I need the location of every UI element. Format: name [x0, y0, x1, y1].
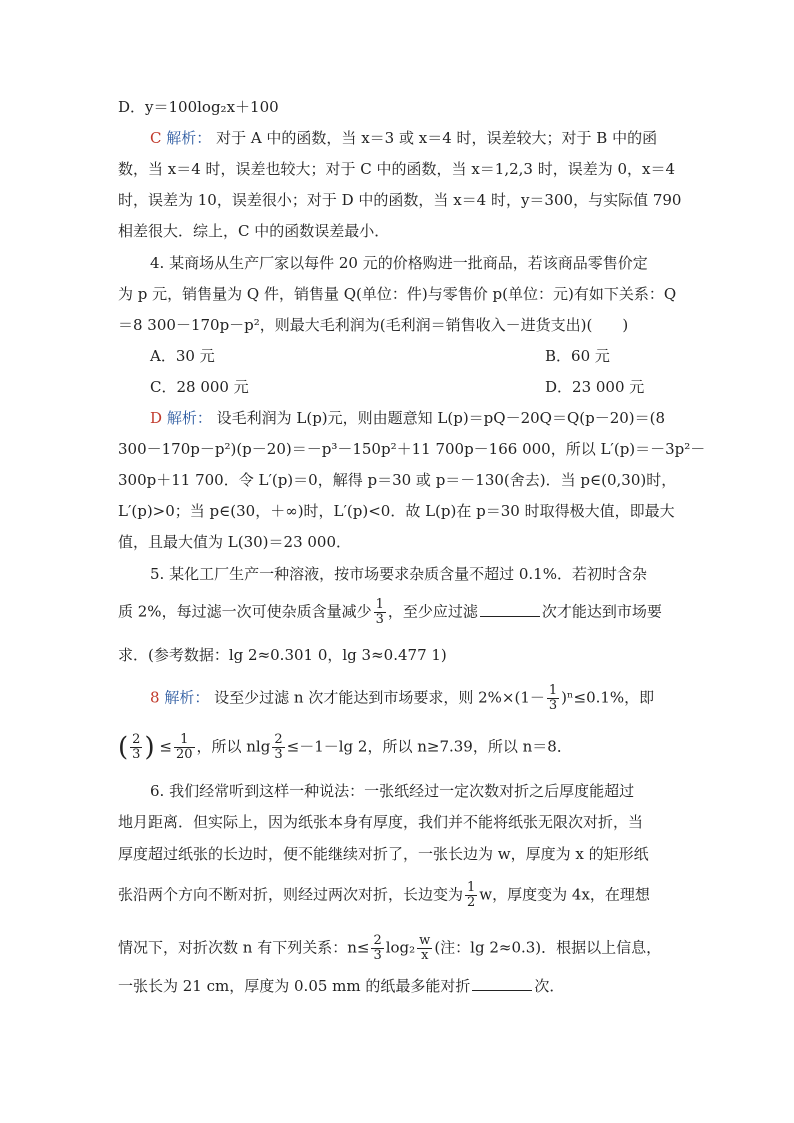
question-5-line-2: 质 2%，每过滤一次可使杂质含量减少 $\frac{1}{3}$ ，至少应过滤 次才能达到市场要 — [118, 597, 662, 627]
answer-label: D — [150, 409, 163, 427]
solution-4-line-3: 300p＋11 700．令 L′(p)＝0，解得 p＝30 或 p＝－130(舍去)．当 p∈(0,30)时， — [118, 471, 677, 489]
answer-label: 8 — [150, 688, 160, 707]
question-6-line-4: 张沿两个方向不断对折，则经过两次对折，长边变为 $\frac{1}{2}$ w，厚度变为 4x，在理想 — [118, 880, 650, 910]
solution-3-line-2: 数，当 x＝4 时，误差也较大；对于 C 中的函数，当 x＝1,2,3 时，误差为 0，x＝4 — [118, 160, 676, 178]
solution-4-line-5: 值，且最大值为 L(30)＝23 000． — [118, 533, 352, 551]
option-a: A．30 元 — [150, 347, 215, 365]
question-6-line-2: 地月距离．但实际上，因为纸张本身有厚度，我们并不能将纸张无限次对折，当 — [118, 813, 644, 831]
question-4-options-row-2 — [150, 377, 645, 397]
question-4-line-3: ＝8 300－170p－p²，则最大毛利润为(毛利润＝销售收入－进货支出)( ) — [118, 316, 629, 334]
fraction: $\frac{1}{3}$ — [375, 597, 384, 627]
answer-label: C — [150, 129, 162, 147]
solution-5-line-1: 8 解析： 设至少过滤 n 次才能达到市场要求，则 2%×(1－ $\frac{1}{3}$ )ⁿ≤0.1%，即 — [150, 683, 655, 713]
solution-3-line-4: 相差很大．综上，C 中的函数误差最小． — [118, 222, 390, 240]
question-4-options-row-1 — [150, 346, 610, 366]
analysis-label: 解析： — [166, 129, 212, 147]
analysis-label: 解析： — [166, 409, 212, 427]
analysis-label: 解析： — [164, 688, 210, 707]
solution-3-line-3: 时，误差为 10，误差很小；对于 D 中的函数，当 x＝4 时，y＝300，与实际值 790 — [118, 191, 682, 209]
question-6-line-3: 厚度超过纸张的长边时，便不能继续对折了，一张长边为 w，厚度为 x 的矩形纸 — [118, 845, 649, 863]
question-6-line-5: 情况下，对折次数 n 有下列关系：n≤ $\frac{2}{3}$ log₂ $\frac{w}{x}$ (注：lg 2≈0.3)．根据以上信息， — [118, 933, 662, 963]
fraction: $\frac{2}{3}$ — [373, 933, 382, 963]
solution-4-line-4: L′(p)>0；当 p∈(30，＋∞)时，L′(p)<0．故 L(p)在 p＝30 时取得极大值，即最大 — [118, 502, 675, 520]
solution-4-line-2: 300－170p－p²)(p－20)＝－p³－150p²＋11 700p－166 000，所以 L′(p)＝－3p²－ — [118, 440, 706, 458]
solution-5-line-2: ( $\frac{2}{3}$ ) ≤ $\frac{1}{20}$ ，所以 nlg $\frac{2}{3}$ ≤－1－lg 2，所以 n≥7.39，所以 n＝8． — [118, 732, 572, 763]
option-b: B．60 元 — [545, 347, 610, 365]
answer-blank — [480, 602, 540, 617]
fraction: $\frac{1}{3}$ — [548, 683, 558, 713]
question-4-line-2: 为 p 元，销售量为 Q 件，销售量 Q(单位：件)与零售价 p(单位：元)有如下关系：Q — [118, 285, 677, 303]
option-c: C．28 000 元 — [150, 378, 249, 396]
fraction: $\frac{2}{3}$ — [132, 732, 141, 762]
question-6-line-6: 一张长为 21 cm，厚度为 0.05 mm 的纸最多能对折 次． — [118, 977, 565, 995]
fraction: $\frac{1}{20}$ — [175, 732, 193, 762]
answer-blank — [472, 976, 532, 991]
fraction: $\frac{w}{x}$ — [419, 933, 431, 963]
option-d: D．23 000 元 — [545, 378, 645, 396]
question-5-line-3: 求．(参考数据：lg 2≈0.301 0，lg 3≈0.477 1) — [118, 646, 447, 664]
question-5-line-1: 5. 某化工厂生产一种溶液，按市场要求杂质含量不超过 0.1%．若初时含杂 — [150, 565, 647, 583]
fraction: $\frac{2}{3}$ — [274, 732, 283, 762]
question-4-line-1: 4. 某商场从生产厂家以每件 20 元的价格购进一批商品，若该商品零售价定 — [150, 254, 648, 272]
question-6-line-1: 6. 我们经常听到这样一种说法：一张纸经过一定次数对折之后厚度能超过 — [150, 782, 635, 800]
solution-3-line-1: C 解析： 对于 A 中的函数，当 x＝3 或 x＝4 时，误差较大；对于 B 中的函 — [150, 129, 658, 147]
solution-4-line-1: D 解析： 设毛利润为 L(p)元，则由题意知 L(p)＝pQ－20Q＝Q(p－20)＝(8 — [150, 409, 666, 427]
fraction: $\frac{1}{2}$ — [467, 880, 476, 910]
option-d-previous: D．y＝100log₂x＋100 — [118, 98, 279, 116]
